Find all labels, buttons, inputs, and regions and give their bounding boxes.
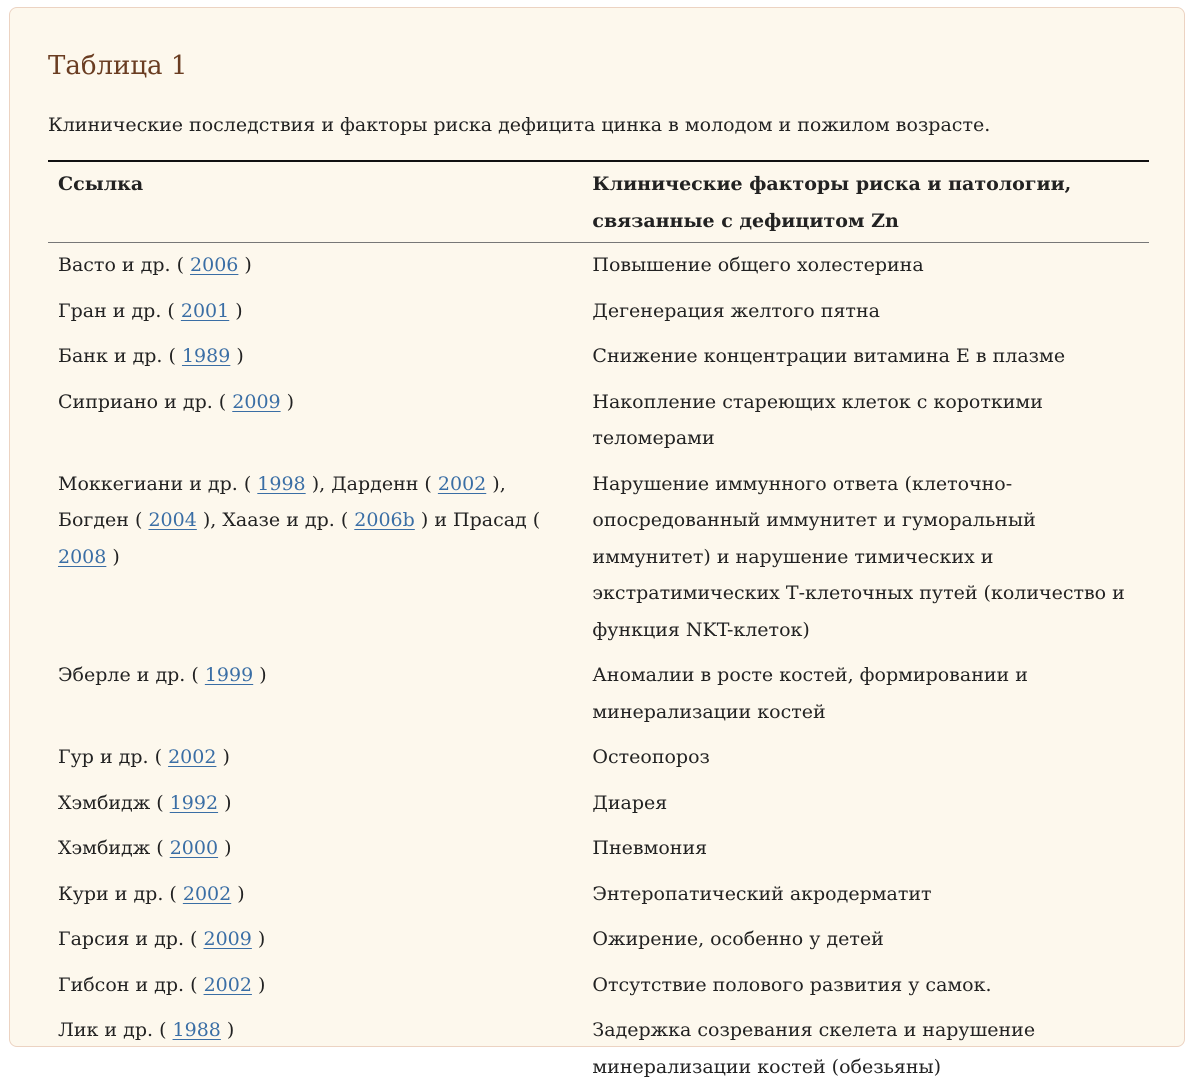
table-card (9, 7, 1185, 1047)
citation-text: ) (218, 837, 231, 859)
reference-cell (48, 781, 582, 827)
citation-year-link[interactable]: 2002 (204, 974, 252, 996)
citation-text: Васто и др. ( (58, 254, 190, 276)
finding-cell: Дегенерация желтого пятна (582, 289, 1149, 335)
citation-text: Гибсон и др. ( (58, 974, 204, 996)
reference-cell (48, 826, 582, 872)
citation-year-link[interactable]: 2000 (170, 837, 218, 859)
table-header-row (48, 161, 1149, 243)
table-row (48, 917, 1149, 963)
citation-year-link[interactable]: 2009 (232, 391, 280, 413)
citation-text: Кури и др. ( (58, 883, 183, 905)
citation-text: ) (106, 546, 119, 568)
citation-text: ) (253, 664, 266, 686)
citation-text: Банк и др. ( (58, 345, 182, 367)
reference-cell (48, 1008, 582, 1090)
table-row (48, 380, 1149, 462)
citation-text: Эберле и др. ( (58, 664, 205, 686)
table-row (48, 826, 1149, 872)
citation-text: ), Дарденн ( (306, 473, 438, 495)
citation-text: ) (231, 883, 244, 905)
column-header-findings: Клинические факторы риска и патологии, связанные с дефицитом Zn (582, 161, 1149, 243)
table-title: Таблица 1 (48, 48, 187, 84)
reference-cell (48, 334, 582, 380)
finding-cell: Пневмония (582, 826, 1149, 872)
citation-year-link[interactable]: 2002 (168, 746, 216, 768)
citation-year-link[interactable]: 2001 (181, 300, 229, 322)
citation-text: Хэмбидж ( (58, 837, 170, 859)
citation-year-link[interactable]: 1992 (170, 792, 218, 814)
citation-text: ) (218, 792, 231, 814)
reference-cell (48, 653, 582, 735)
finding-cell: Задержка созревания скелета и нарушение минерализации костей (обезьяны) (582, 1008, 1149, 1090)
citation-text: ) (252, 928, 265, 950)
column-header-reference: Ссылка (48, 161, 582, 243)
table-body (48, 243, 1149, 1090)
table-row (48, 963, 1149, 1009)
finding-cell: Накопление стареющих клеток с короткими теломерами (582, 380, 1149, 462)
citation-text: ) (216, 746, 229, 768)
finding-cell: Остеопороз (582, 735, 1149, 781)
finding-cell: Ожирение, особенно у детей (582, 917, 1149, 963)
reference-cell (48, 289, 582, 335)
citation-text: ), Хаазе и др. ( (197, 509, 354, 531)
citation-text: ), Богден ( (58, 473, 506, 532)
finding-cell: Диарея (582, 781, 1149, 827)
citation-text: ) (281, 391, 294, 413)
citation-text: ) (229, 300, 242, 322)
citation-text: ) (230, 345, 243, 367)
table-row (48, 872, 1149, 918)
citation-year-link[interactable]: 1999 (205, 664, 253, 686)
citation-year-link[interactable]: 1988 (173, 1019, 221, 1041)
reference-cell (48, 872, 582, 918)
citation-text: Гарсия и др. ( (58, 928, 204, 950)
table-row (48, 653, 1149, 735)
citation-text: Хэмбидж ( (58, 792, 170, 814)
table-row (48, 243, 1149, 289)
reference-cell (48, 380, 582, 462)
citation-text: Моккегиани и др. ( (58, 473, 257, 495)
data-table (48, 160, 1149, 1090)
citation-text: Гур и др. ( (58, 746, 168, 768)
finding-cell: Снижение концентрации витамина Е в плазме (582, 334, 1149, 380)
table-row (48, 462, 1149, 654)
citation-year-link[interactable]: 2002 (438, 473, 486, 495)
table-caption: Клинические последствия и факторы риска дефицита цинка в молодом и пожилом возрасте. (48, 111, 990, 139)
finding-cell: Энтеропатический акродерматит (582, 872, 1149, 918)
finding-cell: Аномалии в росте костей, формировании и минерализации костей (582, 653, 1149, 735)
finding-cell: Отсутствие полового развития у самок. (582, 963, 1149, 1009)
citation-text: Сиприано и др. ( (58, 391, 232, 413)
table-row (48, 289, 1149, 335)
table-row (48, 1008, 1149, 1090)
citation-text: ) и Прасад ( (415, 509, 540, 531)
reference-cell (48, 462, 582, 654)
citation-text: ) (252, 974, 265, 996)
reference-cell (48, 963, 582, 1009)
citation-year-link[interactable]: 1989 (182, 345, 230, 367)
reference-cell (48, 917, 582, 963)
citation-year-link[interactable]: 2009 (204, 928, 252, 950)
citation-year-link[interactable]: 2002 (183, 883, 231, 905)
citation-year-link[interactable]: 2008 (58, 546, 106, 568)
citation-year-link[interactable]: 1998 (257, 473, 305, 495)
citation-text: Гран и др. ( (58, 300, 181, 322)
citation-text: Лик и др. ( (58, 1019, 173, 1041)
citation-text: ) (221, 1019, 234, 1041)
table-row (48, 334, 1149, 380)
table-row (48, 781, 1149, 827)
finding-cell: Повышение общего холестерина (582, 243, 1149, 289)
citation-year-link[interactable]: 2004 (148, 509, 196, 531)
table-row (48, 735, 1149, 781)
finding-cell: Нарушение иммунного ответа (клеточно-опосредованный иммунитет и гуморальный иммунитет) и нарушение тимических и экстратимических Т-клеточных путей (количество и функция NKT-клеток) (582, 462, 1149, 654)
reference-cell (48, 735, 582, 781)
citation-text: ) (238, 254, 251, 276)
citation-year-link[interactable]: 2006b (354, 509, 415, 531)
reference-cell (48, 243, 582, 289)
citation-year-link[interactable]: 2006 (190, 254, 238, 276)
